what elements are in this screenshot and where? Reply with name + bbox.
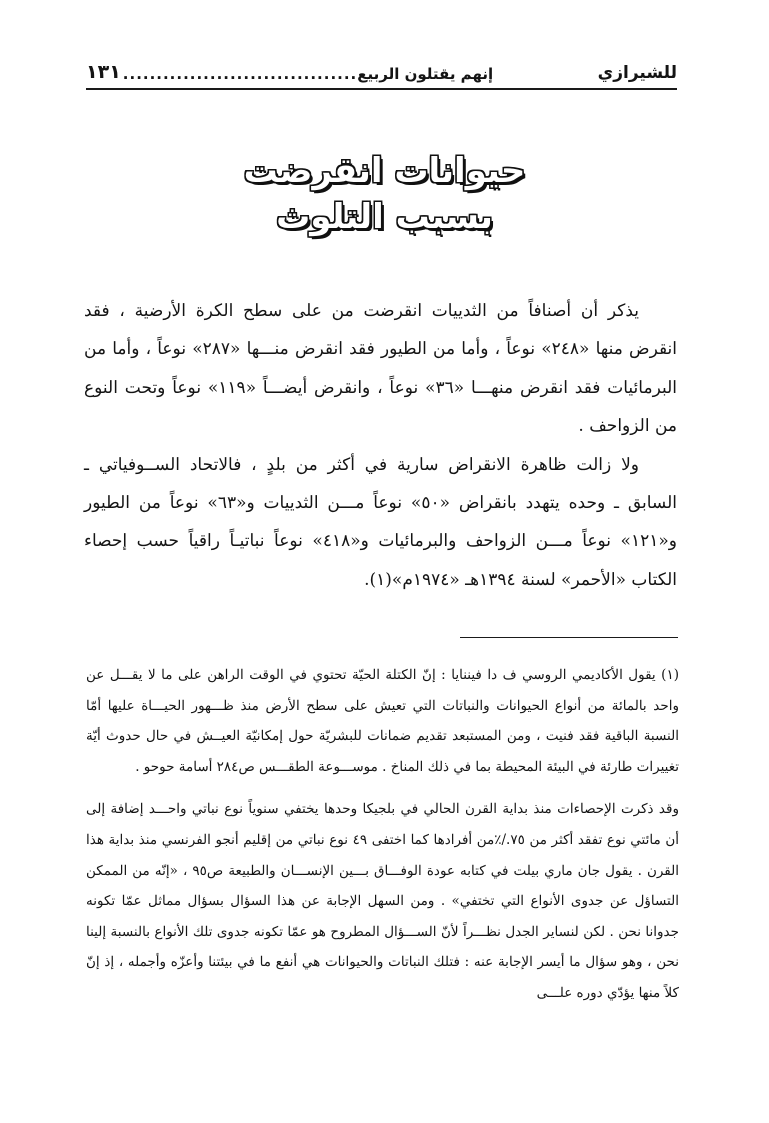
header-author: للشيرازي <box>597 63 677 83</box>
footnotes <box>86 660 679 1009</box>
header-title-group <box>86 61 493 83</box>
body-text <box>84 292 677 599</box>
chapter-title-line1: حيوانات انقرضت <box>243 151 526 191</box>
chapter-title-line2: بسبب التلوث <box>276 197 493 237</box>
page-number: ١٣١ <box>86 61 121 83</box>
chapter-title <box>120 148 649 240</box>
header-running-title: إنهم يقتلون الربيع <box>357 65 494 83</box>
footnote-separator <box>460 637 678 638</box>
footnote-1: (١) يقول الأكاديمي الروسي ف دا فيننايا : إنّ الكتلة الحيّة تحتوي في الوقت الراهن على ما لا يقـــل عن واحد بالمائة من أنواع الحيوانات والنباتات التي تعيش على سطح الأرض منذ ظـــهور الحيـــاة عليها أمّا النسبة الباقية فقد فنيت ، ومن المستبعد تقديم ضمانات للبشريّة حول إمكانيّة العيــش في حال حدوث أيّة تغييرات طارئة في البيئة المحيطة بما في ذلك المناخ . موســـوعة الطقـــس ص٢٨٤ أسامة حوحو . <box>86 667 679 775</box>
body-paragraph-1: يذكر أن أصنافاً من الثدييات انقرضت من على سطح الكرة الأرضية ، فقد انقرض منها «٢٤٨» نوعاً ، وأما من الطيور فقد انقرض منـــها «٢٨٧» نوعاً ، وأما من البرمائيات فقد انقرض منهـــا «٣٦» نوعاً ، وانقرض أيضـــاً «١١٩» نوعاً وتحت النوع من الزواحف . <box>84 301 677 437</box>
footnote-1-continuation: وقد ذكرت الإحصاءات منذ بداية القرن الحالي في بلجيكا وحدها يختفي سنوياً نوع نباتي واحـــد إضافة إلى أن مائتي نوع تفقد أكثر من ٧٥./٪من أفرادها كما اختفى ٤٩ نوع نباتي من إقليم أنجو الفرنسي منذ بداية هذا القرن . يقول جان ماري بيلت في كتابه عودة الوفـــاق بـــين الإنســـان والطبيعة ص٩٥ ، «إنّه من الممكن التساؤل عن جدوى الأنواع التي تختفي» . ومن السهل الإجابة عن هذا السؤال بسؤال مماثل عمّا تكونه جدوانا نحن . لكن لنساير الجدل نظـــراً لأنّ الســـؤال المطروح هو عمّا تكونه جدوى تلك الأنواع بالنسبة إلينا نحن ، وهو سؤال ما أيسر الإجابة عنه : فتلك النباتات والحيوانات هي أنفع ما في بيئتنا وأعزّه وأجمله ، إذ إنّ كلاً منها يؤدّي دوره علـــى <box>86 801 680 1001</box>
body-paragraph-2: ولا زالت ظاهرة الانقراض سارية في أكثر من بلدٍ ، فالاتحاد الســوفياتي ـ السابق ـ وحده يتهدد بانقراض «٥٠» نوعاً مـــن الثدييات و«٦٣» نوعاً من الطيور و«١٢١» نوعاً مـــن الزواحف والبرمائيات و«٤١٨» نوعاً نباتيـاً راقياً حسب إحصاء الكتاب «الأحمر» لسنة ١٣٩٤هـ «١٩٧٤م»(١). <box>84 454 677 590</box>
header-leader-dots: ................................... <box>122 65 358 83</box>
running-header <box>86 44 677 90</box>
